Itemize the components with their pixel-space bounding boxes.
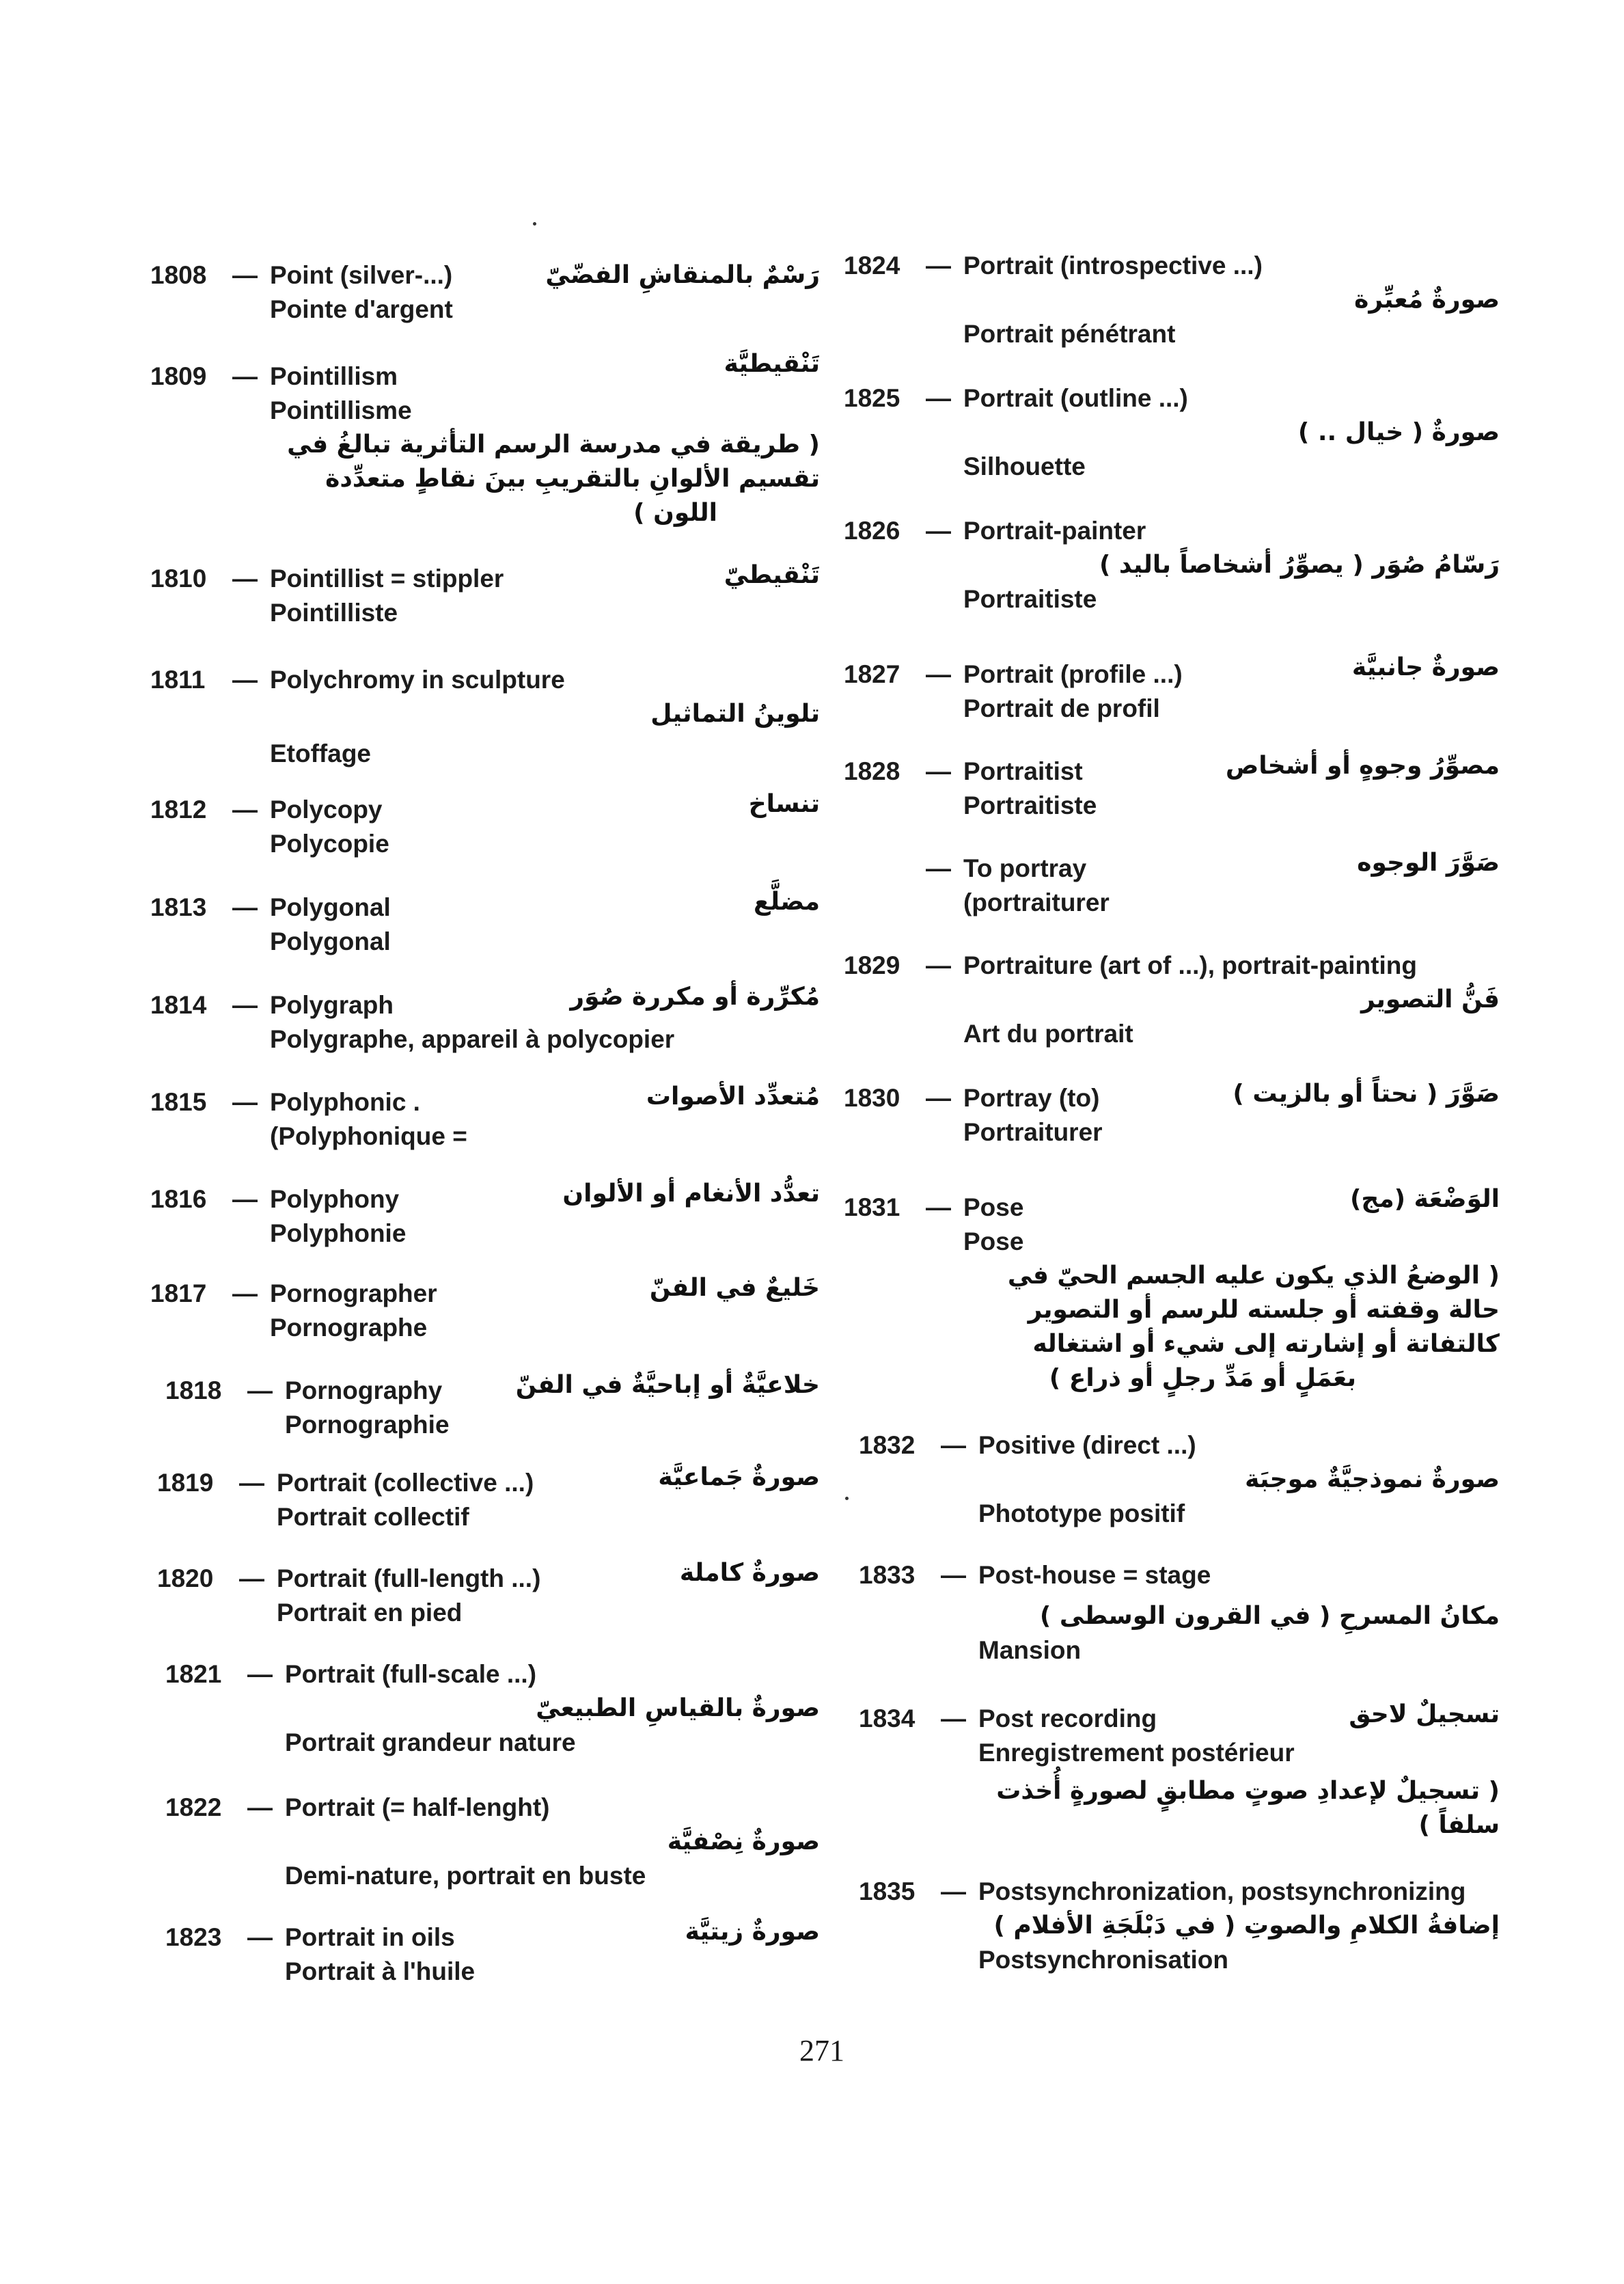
french-term: Portrait en pied xyxy=(277,1599,463,1627)
entry-number: 1832 xyxy=(859,1431,916,1459)
french-term: Polycopie xyxy=(270,830,389,858)
french-term: Portrait collectif xyxy=(277,1503,469,1531)
french-term: Polyphonie xyxy=(270,1219,407,1247)
english-term: Portrait (= half-lenght) xyxy=(285,1793,550,1821)
english-term: Portrait (collective ...) xyxy=(277,1469,534,1497)
entry-1834: 1834 — Post recording Enregistrement postérieur تسجيلٌ لاحق ( تسجيلٌ لإعدادِ صوتٍ مطابقٍ لصورةٍ أُخذت سلفاً ) xyxy=(844,1702,1500,1843)
entry-number: 1811 xyxy=(150,666,206,694)
english-term: Polygonal xyxy=(270,893,391,921)
french-term: (portraiturer xyxy=(963,888,1110,916)
english-term: Pornographer xyxy=(270,1279,437,1307)
arabic-definition-line: تقسيم الألوانِ بالتقريبِ بينَ نقاطٍ متعدِّدة xyxy=(325,465,820,493)
entry-number: 1813 xyxy=(150,893,207,921)
english-term: Polychromy in sculpture xyxy=(270,666,565,694)
arabic-term: فَنُّ التصوير xyxy=(1360,985,1500,1014)
arabic-term: إضافةُ الكلامِ والصوتِ ( في دَبْلَجَةِ الأفلام ) xyxy=(993,1912,1500,1940)
english-term: Portraiture (art of ...), portrait-painting xyxy=(963,951,1417,979)
french-term: Pointilliste xyxy=(270,599,398,627)
entry-number: 1814 xyxy=(150,991,207,1019)
french-term: Polygraphe, appareil à polycopier xyxy=(270,1025,675,1053)
entry-1831: 1831 — Pose Pose الوَضْعَة (مج) ( الوضعُ الذي يكون عليه الجسم الحيّ في حالة وقفته أو جلسته للرسم أو التصوير كالتفاتة أو إشارته إلى شيء أو اشتغاله بعَمَلٍ أو مَدِّ رجلٍ أو ذراع ) xyxy=(844,1191,1500,1396)
entry-1814: 1814 — Polygraph Polygraphe, appareil à polycopier مُكرِّرة أو مكررة صُوَر xyxy=(150,988,820,1057)
english-term: Polyphony xyxy=(270,1185,400,1213)
arabic-term: تلوينُ التماثيل xyxy=(650,700,820,728)
entry-number: 1827 xyxy=(844,660,900,688)
arabic-term: صورةٌ زيتيَّة xyxy=(685,1918,820,1946)
arabic-definition-line: ( تسجيلٌ لإعدادِ صوتٍ مطابقٍ لصورةٍ أُخذت xyxy=(996,1777,1500,1805)
entry-1827: 1827 — Portrait (profile ...) Portrait de profil صورةٌ جانبيَّة xyxy=(844,657,1500,726)
arabic-term: صورةٌ مُعبِّرة xyxy=(1354,286,1500,314)
english-term: Portrait (profile ...) xyxy=(963,660,1183,688)
arabic-term: صورةٌ كاملة xyxy=(679,1559,820,1587)
arabic-term: صورةٌ بالقياسِ الطبيعيّ xyxy=(536,1694,820,1722)
arabic-term: مضلَّع xyxy=(753,888,820,916)
entry-1816: 1816 — Polyphony Polyphonie تعدُّد الأنغام أو الألوان xyxy=(150,1182,820,1251)
english-term: Portraitist xyxy=(963,757,1083,785)
entry-1822: 1822 — Portrait (= half-lenght) صورةٌ نِصْفيَّة Demi-nature, portrait en buste xyxy=(150,1791,820,1893)
english-term: Pose xyxy=(963,1193,1024,1221)
entry-1817: 1817 — Pornographer Pornographe خَليعٌ في الفنّ xyxy=(150,1277,820,1345)
english-term: Portrait (outline ...) xyxy=(963,384,1188,412)
entry-number: 1829 xyxy=(844,951,900,979)
entry-1830: 1830 — Portray (to) Portraiturer صَوَّرَ ( نحتاً أو بالزيت ) xyxy=(844,1081,1500,1150)
entry-number: 1833 xyxy=(859,1561,916,1589)
entry-1833: 1833 — Post-house = stage مكانُ المسرحِ ( في القرون الوسطى ) Mansion xyxy=(844,1558,1500,1668)
entry-1813: 1813 — Polygonal Polygonal مضلَّع xyxy=(150,891,820,959)
french-term: Portrait à l'huile xyxy=(285,1957,476,1985)
arabic-definition-line: حالة وقفته أو جلسته للرسم أو التصوير xyxy=(1028,1296,1500,1324)
entry-number: 1816 xyxy=(150,1185,207,1213)
french-term: Portrait grandeur nature xyxy=(285,1728,576,1756)
arabic-definition-line: بعَمَلٍ أو مَدِّ رجلٍ أو ذراع ) xyxy=(1049,1364,1356,1392)
english-term: Portrait (full-length ...) xyxy=(277,1564,541,1592)
arabic-term: مُتعدِّد الأصوات xyxy=(646,1083,820,1111)
arabic-term: مصوِّرُ وجوهٍ أو أشخاص xyxy=(1225,752,1500,780)
entry-term: 1808 — Point (silver-...) xyxy=(150,258,820,293)
entry-1832: 1832 — Positive (direct ...) صورةٌ نموذجيَّةٌ موجبَة Phototype positif xyxy=(844,1428,1500,1531)
entry-number: 1812 xyxy=(150,796,207,824)
french-term: (Polyphonique = xyxy=(270,1122,467,1150)
french-term: Silhouette xyxy=(963,452,1086,480)
french-term: Postsynchronisation xyxy=(978,1946,1228,1974)
english-term: Portrait-painter xyxy=(963,517,1146,545)
entry-number: 1825 xyxy=(844,384,900,412)
arabic-term: تنساخ xyxy=(748,790,820,818)
arabic-definition-line: سلفاً ) xyxy=(1418,1811,1500,1839)
entry-1811: 1811 — Polychromy in sculpture تلوينُ التماثيل Etoffage xyxy=(150,663,820,771)
arabic-term: مُكرِّرة أو مكررة صُوَر xyxy=(570,983,820,1011)
entry-number: 1808 xyxy=(150,261,207,289)
entry-1824: 1824 — Portrait (introspective ...) صورةٌ مُعبِّرة Portrait pénétrant xyxy=(844,249,1500,351)
entry-1809: 1809 — Pointillism Pointillisme تَنْقيطيَّة ( طريقة في مدرسة الرسم التأثرية تبالغُ في تقسيم الألوانِ بالتقريبِ بينَ نقاطٍ متعدِّدة اللون ) xyxy=(150,359,820,530)
entry-number: 1834 xyxy=(859,1704,916,1732)
entry-number: 1822 xyxy=(165,1793,222,1821)
entry-number: 1815 xyxy=(150,1088,207,1116)
french-term: Polygonal xyxy=(270,927,391,955)
entry-number: 1828 xyxy=(844,757,900,785)
arabic-term: تَنْقيطيَّة xyxy=(724,350,820,378)
arabic-definition-line: ( الوضعُ الذي يكون عليه الجسم الحيّ في xyxy=(1007,1262,1500,1290)
entry-number: 1823 xyxy=(165,1923,222,1951)
entry-1812: 1812 — Polycopy Polycopie تنساخ xyxy=(150,793,820,861)
english-term: Polyphonic . xyxy=(270,1088,420,1116)
french-term: Pointillisme xyxy=(270,396,412,424)
french-term: Portraitiste xyxy=(963,585,1097,613)
french-term: Mansion xyxy=(978,1636,1082,1664)
entry-number: 1826 xyxy=(844,517,900,545)
english-term: Positive (direct ...) xyxy=(978,1431,1196,1459)
entry-number: 1809 xyxy=(150,362,207,390)
english-term: Postsynchronization, postsynchronizing xyxy=(978,1877,1466,1905)
english-term: Polygraph xyxy=(270,991,394,1019)
arabic-term: الوَضْعَة (مج) xyxy=(1349,1185,1500,1213)
english-term: Post-house = stage xyxy=(978,1561,1211,1589)
entry-1823: 1823 — Portrait in oils Portrait à l'huile صورةٌ زيتيَّة xyxy=(150,1920,820,1989)
french-term: Art du portrait xyxy=(963,1020,1133,1048)
arabic-term: صورةٌ جَماعيَّة xyxy=(658,1463,820,1491)
arabic-term: رَسّامُ صُوَر ( يصوِّرُ أشخاصاً باليد ) xyxy=(1099,551,1500,579)
english-term: Portrait (full-scale ...) xyxy=(285,1660,537,1688)
entry-number: 1819 xyxy=(157,1469,214,1497)
english-term: Post recording xyxy=(978,1704,1157,1732)
french-term: Etoffage xyxy=(270,739,371,767)
french-term: Portraiturer xyxy=(963,1118,1103,1146)
arabic-term: تعدُّد الأنغام أو الألوان xyxy=(562,1180,820,1208)
entry-1820: 1820 — Portrait (full-length ...) Portrait en pied صورةٌ كاملة xyxy=(150,1562,820,1630)
arabic-term: صَوَّرَ ( نحتاً أو بالزيت ) xyxy=(1233,1080,1500,1108)
arabic-term: صورةٌ نموذجيَّةٌ موجبَة xyxy=(1245,1465,1500,1493)
french-term: Pointe d'argent xyxy=(270,295,453,323)
entry-1826: 1826 — Portrait-painter رَسّامُ صُوَر ( يصوِّرُ أشخاصاً باليد ) Portraitiste xyxy=(844,514,1500,616)
entry-number: 1824 xyxy=(844,251,900,280)
entry-1825: 1825 — Portrait (outline ...) صورةٌ ( خيال .. ) Silhouette xyxy=(844,381,1500,484)
entry-number: 1831 xyxy=(844,1193,900,1221)
arabic-term: خَليعٌ في الفنّ xyxy=(649,1274,820,1302)
entry-number: 1817 xyxy=(150,1279,207,1307)
arabic-term: صورةٌ جانبيَّة xyxy=(1351,653,1500,681)
arabic-term: صورةٌ نِصْفيَّة xyxy=(667,1827,820,1855)
entry-1835: 1835 — Postsynchronization, postsynchronizing إضافةُ الكلامِ والصوتِ ( في دَبْلَجَةِ الأفلام ) Postsynchronisation xyxy=(844,1875,1500,1977)
english-term: Pointillist = stippler xyxy=(270,565,504,593)
english-term: To portray xyxy=(963,854,1087,882)
french-term: Pose xyxy=(963,1227,1024,1255)
entry-1810: 1810 — Pointillist = stippler Pointilliste تَنْقيطيّ xyxy=(150,562,820,630)
arabic-definition-line: كالتفاتة أو إشارته إلى شيء أو اشتغاله xyxy=(1032,1330,1500,1358)
entry-number: 1820 xyxy=(157,1564,214,1592)
entry-number: 1835 xyxy=(859,1877,916,1905)
arabic-term: تَنْقيطيّ xyxy=(724,561,820,589)
french-term: Portraitiste xyxy=(963,791,1097,819)
entry-1828: 1828 — Portraitist Portraitiste مصوِّرُ وجوهٍ أو أشخاص xyxy=(844,754,1500,823)
french-term: Portrait de profil xyxy=(963,694,1160,722)
french-term: Pornographe xyxy=(270,1314,428,1342)
entry-1808 xyxy=(150,258,820,327)
english-term: Polycopy xyxy=(270,796,383,824)
french-term: Phototype positif xyxy=(978,1499,1185,1527)
arabic-term: صورةٌ ( خيال .. ) xyxy=(1297,418,1500,446)
english-term: Portray (to) xyxy=(963,1084,1100,1112)
scan-speck xyxy=(845,1497,849,1500)
french-term: Pornographie xyxy=(285,1411,450,1439)
entry-number: 1818 xyxy=(165,1376,222,1404)
arabic-definition-line: اللون ) xyxy=(633,499,717,527)
english-term: Point (silver-...) xyxy=(270,261,453,289)
scan-speck xyxy=(533,222,536,226)
arabic-definition-line: ( طريقة في مدرسة الرسم التأثرية تبالغُ في xyxy=(287,431,820,459)
entry-number: 1821 xyxy=(165,1660,222,1688)
entry-1818: 1818 — Pornography Pornographie خلاعيَّةٌ أو إباحيَّةٌ في الفنّ xyxy=(150,1374,820,1442)
entry-1821: 1821 — Portrait (full-scale ...) صورةٌ بالقياسِ الطبيعيّ Portrait grandeur nature xyxy=(150,1657,820,1760)
arabic-term: خلاعيَّةٌ أو إباحيَّةٌ في الفنّ xyxy=(515,1371,820,1399)
entry-to-portray: — To portray (portraiturer صَوَّرَ الوجوه xyxy=(844,852,1500,920)
entry-1829: 1829 — Portraiture (art of ...), portrait-painting فَنُّ التصوير Art du portrait xyxy=(844,949,1500,1051)
arabic-term: رَسْمٌ بالمنقاشِ الفضّيّ xyxy=(545,261,820,289)
page-number: 271 xyxy=(799,2034,844,2067)
french-term: Demi-nature, portrait en buste xyxy=(285,1862,646,1890)
arabic-term: مكانُ المسرحِ ( في القرون الوسطى ) xyxy=(1039,1602,1500,1630)
english-term: Portrait in oils xyxy=(285,1923,455,1951)
arabic-term: تسجيلٌ لاحق xyxy=(1349,1700,1500,1728)
arabic-term: صَوَّرَ الوجوه xyxy=(1357,849,1500,877)
french-term: Enregistrement postérieur xyxy=(978,1739,1295,1767)
english-term: Pornography xyxy=(285,1376,443,1404)
english-term: Pointillism xyxy=(270,362,398,390)
entry-number: 1810 xyxy=(150,565,207,593)
entry-1819: 1819 — Portrait (collective ...) Portrait collectif صورةٌ جَماعيَّة xyxy=(150,1466,820,1534)
french-term: Portrait pénétrant xyxy=(963,320,1176,348)
entry-number: 1830 xyxy=(844,1084,900,1112)
english-term: Portrait (introspective ...) xyxy=(963,251,1263,280)
entry-1815: 1815 — Polyphonic . (Polyphonique = مُتعدِّد الأصوات xyxy=(150,1085,820,1154)
